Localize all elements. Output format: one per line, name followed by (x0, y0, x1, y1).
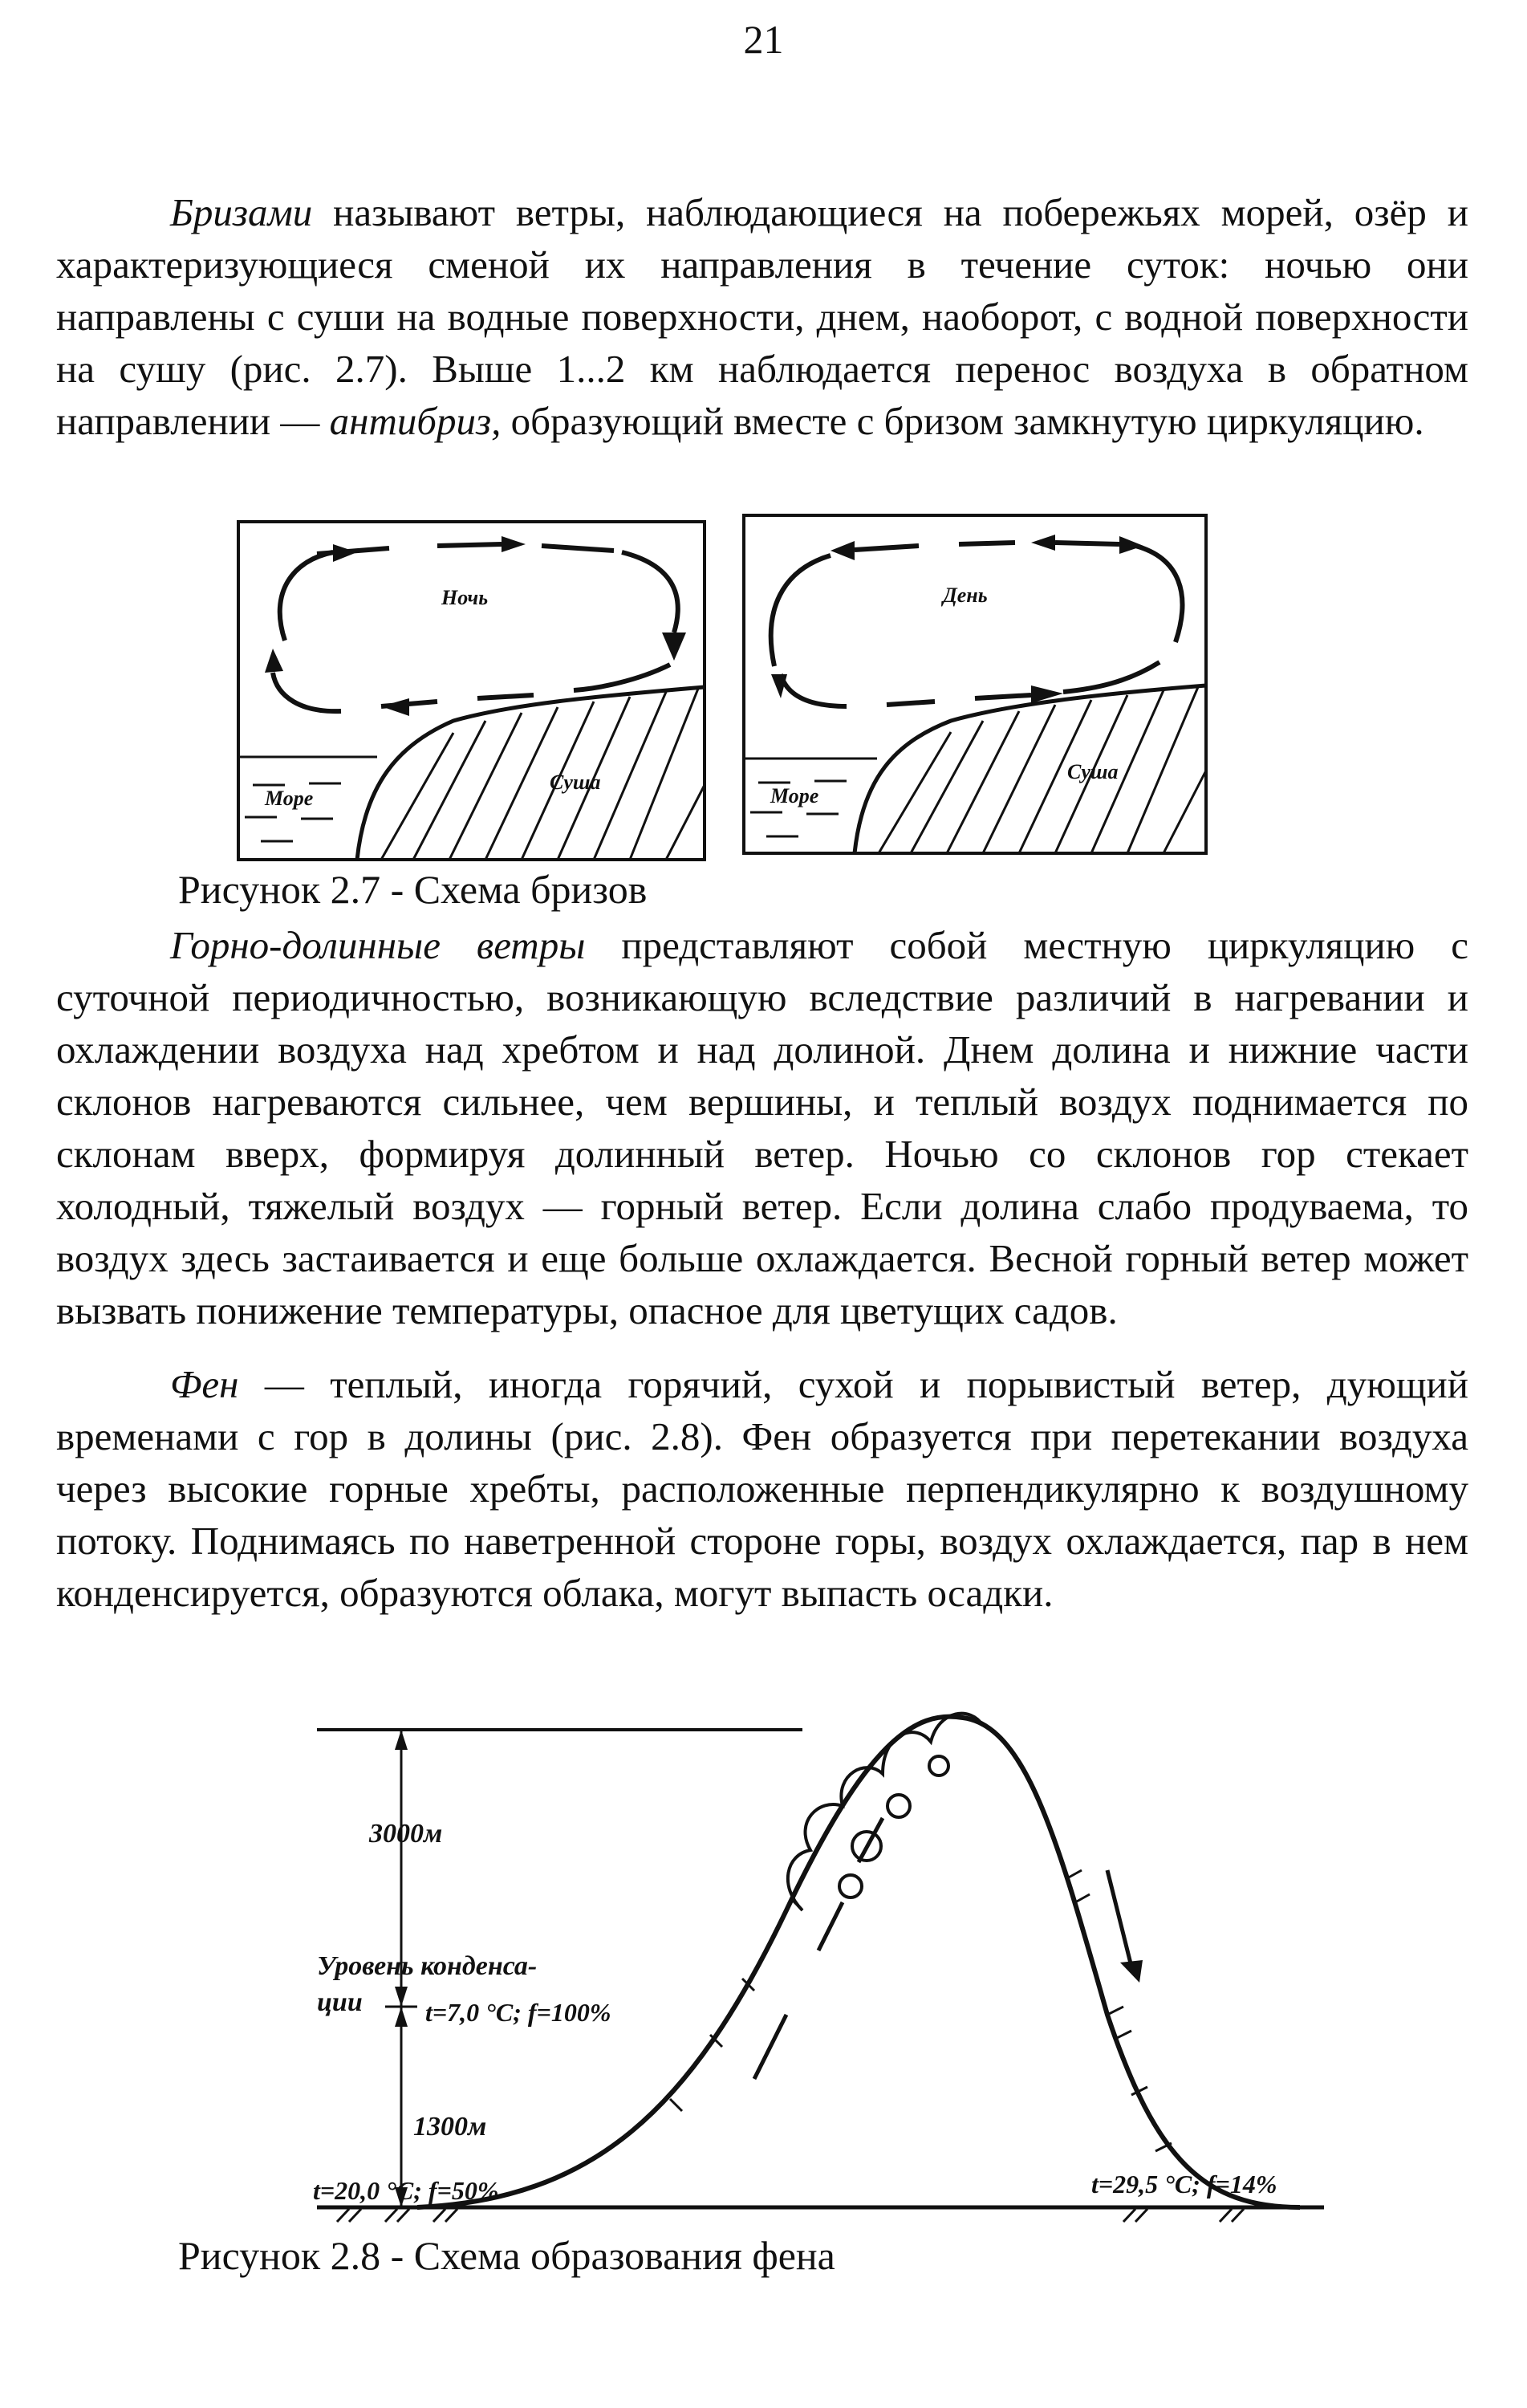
sea-label-night: Море (265, 787, 314, 810)
figure-2-7-caption: Рисунок 2.7 - Схема бризов (178, 867, 648, 912)
sea-label-day: Море (770, 784, 819, 807)
paragraph-breezes-text-a: называют ветры, наблюдающиеся на побережьях морей, озёр и характеризующиеся сменой их направления в течение суток: ночью они направлены с суши на водные поверхности, днем, наоборот, с водной поверхности на сушу (рис. 2.7). Выше 1...2 км наблюдается перенос воздуха в обратном направлении — (56, 190, 1468, 443)
circulation-arrows (771, 543, 1183, 706)
paragraph-breezes (56, 186, 1468, 447)
figure-breeze-day (742, 514, 1208, 855)
circulation-arrows (273, 544, 678, 711)
night-label: Ночь (441, 586, 489, 609)
leeward-arrow (1107, 1870, 1143, 1983)
paragraph-foehn-text: — теплый, иногда горячий, сухой и порывистый ветер, дующий временами с гор в долины (рис. 2.8). Фен образуется при перетекании воздуха через высокие горные хребты, расположенные перпендикулярно к воздушному потоку. Поднимаясь по наветренной стороне горы, воздух охлаждается, пар в нем конденсируется, образуются облака, могут выпасть осадки. (56, 1362, 1468, 1615)
term-foehn: Фен (170, 1362, 239, 1406)
windward-arrows (754, 1818, 883, 2079)
condensation-values: t=7,0 °C; f=100% (425, 1998, 611, 2027)
arrow-heads (265, 536, 686, 716)
term-antibreeze: антибриз, (329, 399, 502, 443)
base-right-values: t=29,5 °C; f=14% (1091, 2170, 1277, 2199)
land-label-night: Суша (550, 771, 601, 794)
land-area (855, 685, 1206, 853)
term-breezes: Бризами (170, 190, 313, 234)
height-low-label: 1300м (413, 2112, 487, 2142)
day-label: День (943, 584, 988, 607)
cloud-icon (788, 1714, 983, 1910)
page-number: 21 (743, 17, 784, 62)
paragraph-foehn (56, 1358, 1468, 1619)
ground-hatching (337, 2209, 1244, 2222)
figure-breeze-night (237, 520, 706, 861)
height-label: 3000м (369, 1819, 443, 1849)
paragraph-mountain-valley-winds-text: представляют собой местную циркуляцию с суточной периодичностью, возникающую вследствие различий в нагревании и охлаждении воздуха над хребтом и над долиной. Днем долина и нижние части склонов нагреваются сильнее, чем вершины, и теплый воздух поднимается по склонам вверх, формируя долинный ветер. Ночью со склонов гор стекает холодный, тяжелый воздух — горный ветер. Если долина слабо продуваема, то воздух здесь застаивается и еще больше охлаждается. Весной горный ветер может вызвать понижение температуры, опасное для цветущих садов. (56, 923, 1469, 1332)
term-mountain-valley-winds: Горно-долинные ветры (170, 923, 586, 967)
base-left-values: t=20,0 °C; f=50% (313, 2176, 499, 2205)
mountain-profile (417, 1717, 1300, 2207)
condensation-label-line1: Уровень конденса- (317, 1951, 538, 1981)
mountain-hatching (670, 1870, 1172, 2151)
figure-foehn (305, 1645, 1348, 2231)
paragraph-mountain-valley-winds (56, 919, 1468, 1336)
figure-2-8-caption: Рисунок 2.8 - Схема образования фена (178, 2233, 835, 2278)
condensation-label-line2: ции (317, 1987, 363, 2017)
land-label-day: Суша (1067, 760, 1119, 783)
arrow-heads (771, 535, 1143, 703)
paragraph-breezes-text-b: образующий вместе с бризом замкнутую циркуляцию. (501, 399, 1424, 443)
